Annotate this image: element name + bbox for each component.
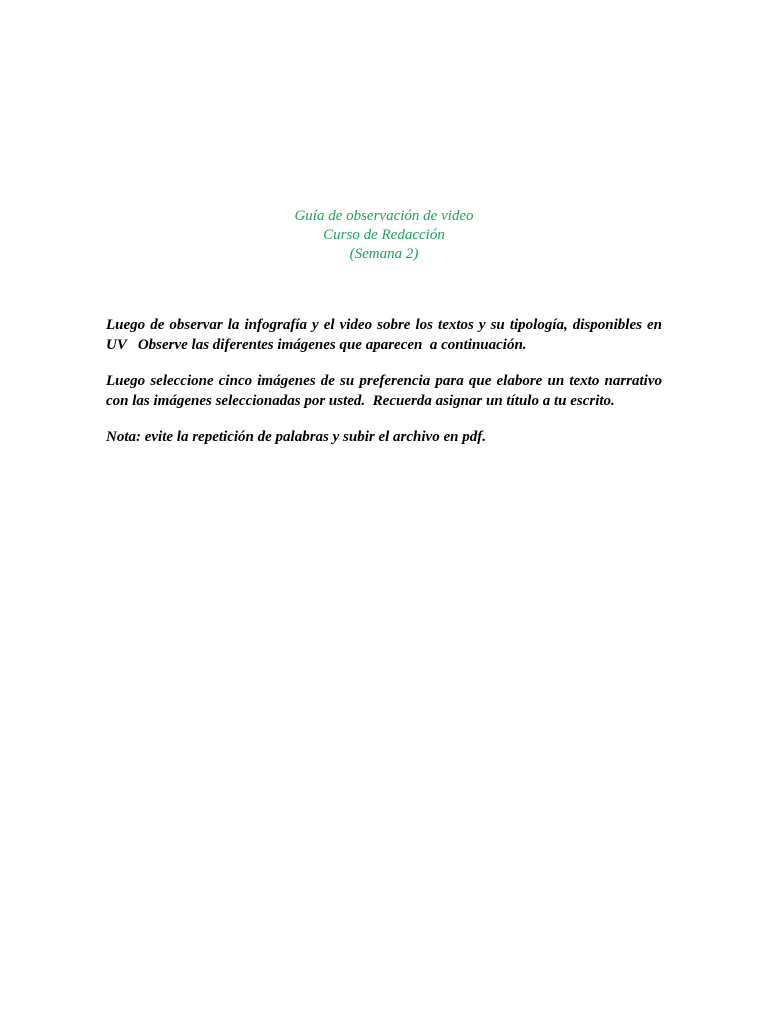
paragraph-2-line-1: Luego seleccione cinco imágenes de su preferencia para que elabore un texto narrativo xyxy=(106,373,662,389)
paragraph-2-line-2: con las imágenes seleccionadas por usted. Recuerda asignar un título a tu escrito. xyxy=(106,393,615,409)
instruction-paragraph-2 xyxy=(106,371,662,411)
document-header xyxy=(0,207,768,264)
paragraph-1-line-1: Luego de observar la infografía y el video sobre los textos y su tipología, disponibles en xyxy=(106,317,662,333)
document-body xyxy=(106,315,662,447)
note-paragraph xyxy=(106,427,662,447)
header-title: Guía de observación de video xyxy=(294,208,474,224)
header-course: Curso de Redacción xyxy=(323,227,445,243)
note-line: Nota: evite la repetición de palabras y subir el archivo en pdf. xyxy=(106,429,486,445)
paragraph-1-line-2: UV Observe las diferentes imágenes que aparecen a continuación. xyxy=(106,337,527,353)
instruction-paragraph-1 xyxy=(106,315,662,355)
header-week: (Semana 2) xyxy=(349,246,419,262)
